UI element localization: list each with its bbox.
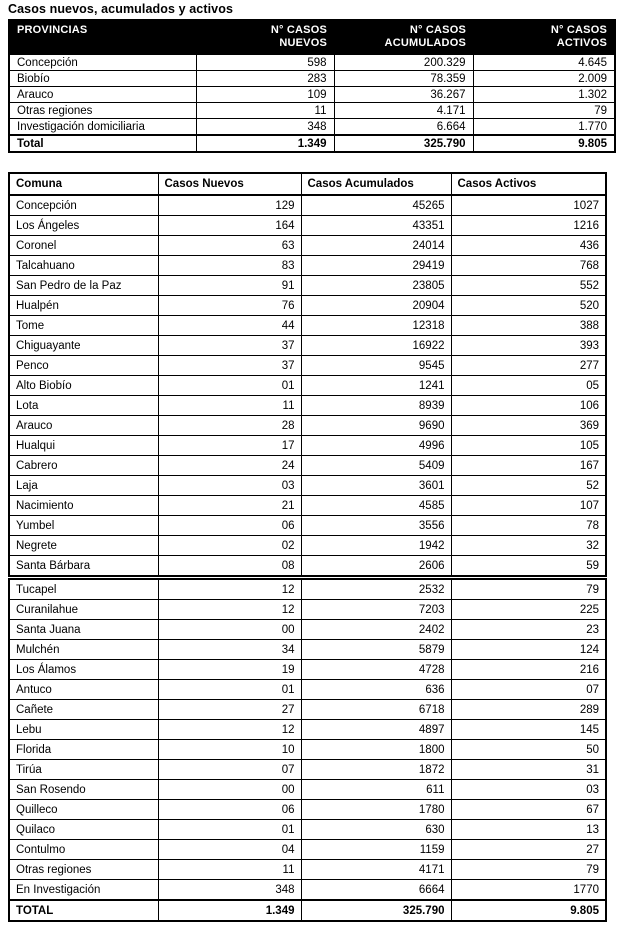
commune-row: [9, 660, 606, 680]
commune-acumulados-cell: 4585: [301, 496, 451, 516]
commune-name-cell: Hualpén: [9, 296, 158, 316]
commune-nuevos-cell: 24: [158, 456, 301, 476]
commune-activos-cell: 52: [451, 476, 606, 496]
province-row: [9, 71, 615, 87]
provinces-total-activos-cell: 9.805: [473, 135, 615, 152]
provinces-header-line: ACTIVOS: [556, 37, 607, 49]
commune-acumulados-cell: 2402: [301, 620, 451, 640]
province-nuevos-cell: 283: [196, 71, 334, 87]
provinces-header-cell-1: [196, 20, 334, 55]
commune-name-cell: Tirúa: [9, 760, 158, 780]
commune-name-cell: Alto Biobío: [9, 376, 158, 396]
commune-activos-cell: 50: [451, 740, 606, 760]
commune-activos-cell: 167: [451, 456, 606, 476]
commune-name-cell: Curanilahue: [9, 600, 158, 620]
commune-acumulados-cell: 45265: [301, 195, 451, 216]
commune-nuevos-cell: 07: [158, 760, 301, 780]
province-nuevos-cell: 348: [196, 119, 334, 136]
communes-header-cell-1: Casos Nuevos: [158, 173, 301, 195]
page-title: Casos nuevos, acumulados y activos: [8, 2, 234, 16]
commune-name-cell: Coronel: [9, 236, 158, 256]
communes-table: [8, 172, 607, 922]
commune-acumulados-cell: 611: [301, 780, 451, 800]
commune-nuevos-cell: 17: [158, 436, 301, 456]
province-name-cell: Investigación domiciliaria: [9, 119, 196, 136]
commune-nuevos-cell: 76: [158, 296, 301, 316]
commune-activos-cell: 1216: [451, 216, 606, 236]
commune-acumulados-cell: 6664: [301, 880, 451, 901]
province-name-cell: Biobío: [9, 71, 196, 87]
commune-nuevos-cell: 12: [158, 720, 301, 740]
commune-nuevos-cell: 00: [158, 780, 301, 800]
commune-row: [9, 578, 606, 600]
commune-name-cell: Laja: [9, 476, 158, 496]
commune-acumulados-cell: 7203: [301, 600, 451, 620]
province-name-cell: Arauco: [9, 87, 196, 103]
province-name-cell: Concepción: [9, 55, 196, 71]
commune-row: [9, 496, 606, 516]
commune-nuevos-cell: 01: [158, 680, 301, 700]
communes-total-name-cell: TOTAL: [9, 900, 158, 921]
commune-acumulados-cell: 12318: [301, 316, 451, 336]
communes-total-acumulados-cell: 325.790: [301, 900, 451, 921]
provinces-header-line: PROVINCIAS: [17, 24, 88, 36]
commune-activos-cell: 289: [451, 700, 606, 720]
communes-header-cell-3: Casos Activos: [451, 173, 606, 195]
commune-activos-cell: 78: [451, 516, 606, 536]
commune-activos-cell: 105: [451, 436, 606, 456]
commune-activos-cell: 79: [451, 860, 606, 880]
commune-name-cell: Santa Juana: [9, 620, 158, 640]
commune-row: [9, 700, 606, 720]
commune-row: [9, 780, 606, 800]
commune-name-cell: Contulmo: [9, 840, 158, 860]
commune-row: [9, 236, 606, 256]
commune-activos-cell: 23: [451, 620, 606, 640]
commune-nuevos-cell: 19: [158, 660, 301, 680]
commune-name-cell: Antuco: [9, 680, 158, 700]
commune-name-cell: Cabrero: [9, 456, 158, 476]
commune-name-cell: Hualqui: [9, 436, 158, 456]
commune-row: [9, 820, 606, 840]
communes-header-cell-0: Comuna: [9, 173, 158, 195]
commune-name-cell: Chiguayante: [9, 336, 158, 356]
commune-nuevos-cell: 11: [158, 860, 301, 880]
provinces-table-body: [9, 55, 615, 153]
commune-row: [9, 800, 606, 820]
provinces-total-nuevos-cell: 1.349: [196, 135, 334, 152]
commune-acumulados-cell: 4897: [301, 720, 451, 740]
commune-activos-cell: 552: [451, 276, 606, 296]
province-activos-cell: 1.770: [473, 119, 615, 136]
commune-acumulados-cell: 1800: [301, 740, 451, 760]
commune-acumulados-cell: 43351: [301, 216, 451, 236]
commune-acumulados-cell: 5879: [301, 640, 451, 660]
commune-nuevos-cell: 12: [158, 600, 301, 620]
commune-acumulados-cell: 20904: [301, 296, 451, 316]
commune-row: [9, 760, 606, 780]
provinces-header-line: N° CASOS: [550, 24, 607, 36]
provinces-total-acumulados-cell: 325.790: [334, 135, 473, 152]
commune-nuevos-cell: 11: [158, 396, 301, 416]
commune-row: [9, 436, 606, 456]
province-acumulados-cell: 4.171: [334, 103, 473, 119]
commune-activos-cell: 768: [451, 256, 606, 276]
commune-name-cell: Talcahuano: [9, 256, 158, 276]
provinces-header-line: N° CASOS: [270, 24, 327, 36]
commune-activos-cell: 05: [451, 376, 606, 396]
commune-nuevos-cell: 348: [158, 880, 301, 901]
provinces-table: [8, 19, 616, 153]
communes-header-row: [9, 173, 606, 195]
commune-name-cell: Tucapel: [9, 578, 158, 600]
province-activos-cell: 1.302: [473, 87, 615, 103]
province-nuevos-cell: 109: [196, 87, 334, 103]
commune-acumulados-cell: 29419: [301, 256, 451, 276]
province-row: [9, 119, 615, 136]
province-acumulados-cell: 78.359: [334, 71, 473, 87]
commune-name-cell: Nacimiento: [9, 496, 158, 516]
commune-activos-cell: 59: [451, 556, 606, 578]
provinces-header-cell-0: [9, 20, 196, 55]
commune-activos-cell: 520: [451, 296, 606, 316]
commune-acumulados-cell: 4728: [301, 660, 451, 680]
commune-acumulados-cell: 1780: [301, 800, 451, 820]
commune-nuevos-cell: 03: [158, 476, 301, 496]
commune-row: [9, 620, 606, 640]
commune-acumulados-cell: 636: [301, 680, 451, 700]
commune-row: [9, 296, 606, 316]
commune-row: [9, 720, 606, 740]
commune-row: [9, 556, 606, 578]
commune-activos-cell: 388: [451, 316, 606, 336]
commune-nuevos-cell: 12: [158, 578, 301, 600]
commune-nuevos-cell: 28: [158, 416, 301, 436]
commune-activos-cell: 369: [451, 416, 606, 436]
commune-row: [9, 840, 606, 860]
commune-row: [9, 216, 606, 236]
commune-activos-cell: 107: [451, 496, 606, 516]
provinces-total-row: [9, 135, 615, 152]
commune-name-cell: San Rosendo: [9, 780, 158, 800]
commune-name-cell: Quilleco: [9, 800, 158, 820]
commune-nuevos-cell: 91: [158, 276, 301, 296]
commune-name-cell: Los Ángeles: [9, 216, 158, 236]
commune-acumulados-cell: 1241: [301, 376, 451, 396]
commune-nuevos-cell: 37: [158, 336, 301, 356]
commune-name-cell: Lota: [9, 396, 158, 416]
commune-acumulados-cell: 24014: [301, 236, 451, 256]
commune-row: [9, 336, 606, 356]
province-acumulados-cell: 36.267: [334, 87, 473, 103]
commune-activos-cell: 27: [451, 840, 606, 860]
commune-activos-cell: 393: [451, 336, 606, 356]
commune-nuevos-cell: 06: [158, 516, 301, 536]
provinces-header-cell-2: [334, 20, 473, 55]
commune-activos-cell: 124: [451, 640, 606, 660]
commune-row: [9, 416, 606, 436]
commune-nuevos-cell: 37: [158, 356, 301, 376]
commune-nuevos-cell: 08: [158, 556, 301, 578]
commune-row: [9, 276, 606, 296]
province-activos-cell: 4.645: [473, 55, 615, 71]
commune-name-cell: Penco: [9, 356, 158, 376]
commune-acumulados-cell: 9690: [301, 416, 451, 436]
commune-row: [9, 516, 606, 536]
commune-acumulados-cell: 23805: [301, 276, 451, 296]
commune-acumulados-cell: 6718: [301, 700, 451, 720]
commune-nuevos-cell: 27: [158, 700, 301, 720]
commune-name-cell: En Investigación: [9, 880, 158, 901]
commune-row: [9, 640, 606, 660]
commune-acumulados-cell: 5409: [301, 456, 451, 476]
commune-row: [9, 880, 606, 901]
commune-nuevos-cell: 164: [158, 216, 301, 236]
commune-acumulados-cell: 4996: [301, 436, 451, 456]
province-acumulados-cell: 200.329: [334, 55, 473, 71]
commune-activos-cell: 277: [451, 356, 606, 376]
commune-activos-cell: 1770: [451, 880, 606, 901]
commune-name-cell: Negrete: [9, 536, 158, 556]
commune-activos-cell: 225: [451, 600, 606, 620]
commune-row: [9, 256, 606, 276]
commune-nuevos-cell: 83: [158, 256, 301, 276]
commune-row: [9, 536, 606, 556]
commune-nuevos-cell: 10: [158, 740, 301, 760]
province-acumulados-cell: 6.664: [334, 119, 473, 136]
commune-name-cell: Tome: [9, 316, 158, 336]
commune-name-cell: Santa Bárbara: [9, 556, 158, 578]
commune-row: [9, 316, 606, 336]
commune-acumulados-cell: 1942: [301, 536, 451, 556]
commune-row: [9, 376, 606, 396]
provinces-table-header: [9, 20, 615, 55]
commune-activos-cell: 1027: [451, 195, 606, 216]
commune-row: [9, 680, 606, 700]
provinces-total-name-cell: Total: [9, 135, 196, 152]
commune-activos-cell: 31: [451, 760, 606, 780]
commune-acumulados-cell: 1159: [301, 840, 451, 860]
commune-row: [9, 740, 606, 760]
provinces-header-line: N° CASOS: [409, 24, 466, 36]
commune-activos-cell: 216: [451, 660, 606, 680]
commune-row: [9, 860, 606, 880]
commune-nuevos-cell: 129: [158, 195, 301, 216]
commune-activos-cell: 13: [451, 820, 606, 840]
commune-activos-cell: 145: [451, 720, 606, 740]
province-row: [9, 55, 615, 71]
commune-acumulados-cell: 2606: [301, 556, 451, 578]
province-nuevos-cell: 11: [196, 103, 334, 119]
provinces-header-row: [9, 20, 615, 55]
commune-nuevos-cell: 34: [158, 640, 301, 660]
commune-nuevos-cell: 63: [158, 236, 301, 256]
commune-nuevos-cell: 02: [158, 536, 301, 556]
commune-acumulados-cell: 4171: [301, 860, 451, 880]
commune-nuevos-cell: 06: [158, 800, 301, 820]
commune-row: [9, 476, 606, 496]
communes-total-nuevos-cell: 1.349: [158, 900, 301, 921]
province-name-cell: Otras regiones: [9, 103, 196, 119]
commune-activos-cell: 79: [451, 578, 606, 600]
commune-activos-cell: 07: [451, 680, 606, 700]
province-activos-cell: 2.009: [473, 71, 615, 87]
province-row: [9, 103, 615, 119]
communes-total-row: [9, 900, 606, 921]
communes-table-header: [9, 173, 606, 195]
commune-acumulados-cell: 3556: [301, 516, 451, 536]
commune-activos-cell: 106: [451, 396, 606, 416]
commune-nuevos-cell: 04: [158, 840, 301, 860]
commune-acumulados-cell: 8939: [301, 396, 451, 416]
commune-name-cell: Yumbel: [9, 516, 158, 536]
commune-nuevos-cell: 01: [158, 376, 301, 396]
commune-acumulados-cell: 2532: [301, 578, 451, 600]
commune-row: [9, 195, 606, 216]
commune-acumulados-cell: 3601: [301, 476, 451, 496]
commune-name-cell: Otras regiones: [9, 860, 158, 880]
commune-acumulados-cell: 630: [301, 820, 451, 840]
commune-activos-cell: 03: [451, 780, 606, 800]
commune-name-cell: Mulchén: [9, 640, 158, 660]
commune-acumulados-cell: 16922: [301, 336, 451, 356]
commune-row: [9, 396, 606, 416]
commune-activos-cell: 32: [451, 536, 606, 556]
commune-name-cell: San Pedro de la Paz: [9, 276, 158, 296]
provinces-header-line: ACUMULADOS: [384, 37, 466, 49]
commune-acumulados-cell: 1872: [301, 760, 451, 780]
commune-name-cell: Los Álamos: [9, 660, 158, 680]
commune-nuevos-cell: 00: [158, 620, 301, 640]
communes-header-cell-2: Casos Acumulados: [301, 173, 451, 195]
commune-nuevos-cell: 21: [158, 496, 301, 516]
commune-name-cell: Quilaco: [9, 820, 158, 840]
commune-activos-cell: 436: [451, 236, 606, 256]
commune-row: [9, 456, 606, 476]
provinces-header-cell-3: [473, 20, 615, 55]
commune-acumulados-cell: 9545: [301, 356, 451, 376]
commune-name-cell: Lebu: [9, 720, 158, 740]
commune-nuevos-cell: 44: [158, 316, 301, 336]
commune-row: [9, 356, 606, 376]
commune-row: [9, 600, 606, 620]
commune-name-cell: Cañete: [9, 700, 158, 720]
provinces-header-line: NUEVOS: [279, 37, 327, 49]
commune-name-cell: Arauco: [9, 416, 158, 436]
commune-name-cell: Florida: [9, 740, 158, 760]
province-nuevos-cell: 598: [196, 55, 334, 71]
commune-activos-cell: 67: [451, 800, 606, 820]
commune-nuevos-cell: 01: [158, 820, 301, 840]
communes-table-body: [9, 195, 606, 921]
commune-name-cell: Concepción: [9, 195, 158, 216]
province-row: [9, 87, 615, 103]
communes-total-activos-cell: 9.805: [451, 900, 606, 921]
province-activos-cell: 79: [473, 103, 615, 119]
